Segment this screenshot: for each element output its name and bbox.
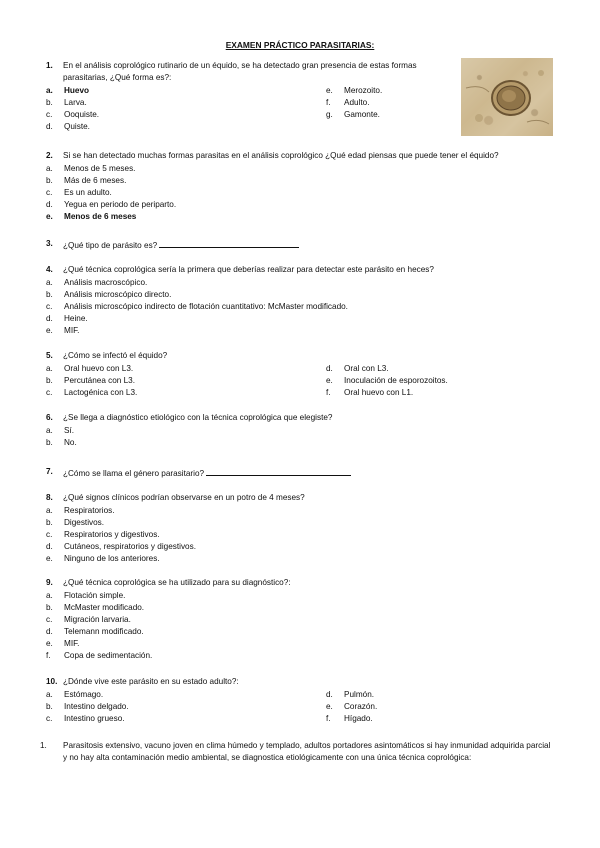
option-2b[interactable]: b. Más de 6 meses. <box>46 176 127 185</box>
option-6a[interactable]: a. Sí. <box>46 426 75 435</box>
page-title: EXAMEN PRÁCTICO PARASITARIAS: <box>225 40 375 50</box>
question-text: ¿Qué tipo de parásito es? <box>63 241 158 250</box>
question-1 <box>46 60 446 133</box>
question-5 <box>46 350 556 399</box>
option-9e[interactable]: e. MIF. <box>46 639 80 648</box>
microscope-egg-image <box>461 58 553 136</box>
option-5d[interactable]: d. Oral con L3. <box>326 364 389 373</box>
option-5f[interactable]: f. Oral huevo con L1. <box>326 388 414 397</box>
question-number: 6. <box>46 413 53 422</box>
option-2e[interactable]: e. Menos de 6 meses <box>46 212 137 221</box>
option-1g[interactable]: g. Gamonte. <box>326 110 380 119</box>
option-5b[interactable]: b. Percutánea con L3. <box>46 376 136 385</box>
parasite-egg-icon <box>461 58 553 136</box>
option-1a[interactable]: a. Huevo <box>46 86 90 95</box>
question-number: 1. <box>46 61 53 70</box>
answer-blank-7[interactable] <box>206 466 351 476</box>
option-1c[interactable]: c. Ooquiste. <box>46 110 100 119</box>
case-question-1 <box>40 740 552 764</box>
option-8d[interactable]: d. Cutáneos, respiratorios y digestivos. <box>46 542 196 551</box>
option-8b[interactable]: b. Digestivos. <box>46 518 105 527</box>
question-number: 2. <box>46 151 53 160</box>
question-number: 4. <box>46 265 53 274</box>
option-9a[interactable]: a. Flotación simple. <box>46 591 126 600</box>
question-text: ¿Cómo se llama el género parasitario? <box>63 469 205 478</box>
option-5c[interactable]: c. Lactogénica con L3. <box>46 388 138 397</box>
question-7 <box>46 466 556 480</box>
option-10e[interactable]: e. Corazón. <box>326 702 378 711</box>
option-10b[interactable]: b. Intestino delgado. <box>46 702 129 711</box>
option-9c[interactable]: c. Migración larvaria. <box>46 615 131 624</box>
question-text: ¿Dónde vive este parásito en su estado adulto?: <box>63 677 239 686</box>
option-9f[interactable]: f. Copa de sedimentación. <box>46 651 153 660</box>
question-6 <box>46 412 556 449</box>
question-number: 9. <box>46 578 53 587</box>
question-8 <box>46 492 556 565</box>
question-text: ¿Qué signos clínicos podrían observarse en un potro de 4 meses? <box>63 493 305 502</box>
question-number: 10. <box>46 677 58 686</box>
option-4a[interactable]: a. Análisis macroscópico. <box>46 278 148 287</box>
question-9 <box>46 577 556 662</box>
option-4b[interactable]: b. Análisis microscópico directo. <box>46 290 172 299</box>
question-number: 8. <box>46 493 53 502</box>
question-number: 1. <box>40 741 47 750</box>
question-number: 5. <box>46 351 53 360</box>
option-1b[interactable]: b. Larva. <box>46 98 87 107</box>
option-1e[interactable]: e. Merozoito. <box>326 86 383 95</box>
option-1f[interactable]: f. Adulto. <box>326 98 370 107</box>
option-10a[interactable]: a. Estómago. <box>46 690 104 699</box>
question-text: ¿Se llega a diagnóstico etiológico con la técnica coprológica que elegiste? <box>63 413 333 422</box>
question-text: ¿Qué técnica coprológica se ha utilizado para su diagnóstico?: <box>63 578 291 587</box>
question-text: Parasitosis extensivo, vacuno joven en clima húmedo y templado, adultos portadores asintomáticos si hay inmunidad adquirida parcial y no hay alta contaminación medio ambiental, se diagnostica etiológicamente con una única técnica coprológica: <box>63 741 551 762</box>
question-text: Si se han detectado muchas formas parasitas en el análisis coprológico ¿Qué edad piensas que puede tener el équido? <box>63 151 499 160</box>
option-10f[interactable]: f. Hígado. <box>326 714 373 723</box>
option-8e[interactable]: e. Ninguno de los anteriores. <box>46 554 160 563</box>
option-2c[interactable]: c. Es un adulto. <box>46 188 112 197</box>
option-6b[interactable]: b. No. <box>46 438 77 447</box>
option-10c[interactable]: c. Intestino grueso. <box>46 714 125 723</box>
option-8a[interactable]: a. Respiratorios. <box>46 506 115 515</box>
option-8c[interactable]: c. Respiratorios y digestivos. <box>46 530 160 539</box>
option-9d[interactable]: d. Telemann modificado. <box>46 627 144 636</box>
option-4e[interactable]: e. MIF. <box>46 326 80 335</box>
question-number: 3. <box>46 239 53 248</box>
option-5e[interactable]: e. Inoculación de esporozoitos. <box>326 376 448 385</box>
question-text: En el análisis coprológico rutinario de un équido, se ha detectado gran presencia de estas formas parasitarias, ¿Qué forma es?: <box>63 61 417 82</box>
question-3 <box>46 238 556 252</box>
option-9b[interactable]: b. McMaster modificado. <box>46 603 145 612</box>
option-4c[interactable]: c. Análisis microscópico indirecto de flotación cuantitativo: McMaster modificado. <box>46 302 348 311</box>
question-4 <box>46 264 556 337</box>
option-2d[interactable]: d. Yegua en periodo de periparto. <box>46 200 177 209</box>
question-text: ¿Cómo se infectó el équido? <box>63 351 168 360</box>
option-10d[interactable]: d. Pulmón. <box>326 690 375 699</box>
option-5a[interactable]: a. Oral huevo con L3. <box>46 364 134 373</box>
question-2 <box>46 150 556 223</box>
question-text: ¿Qué técnica coprológica sería la primera que deberías realizar para detectar este parásito en heces? <box>63 265 434 274</box>
option-2a[interactable]: a. Menos de 5 meses. <box>46 164 136 173</box>
option-4d[interactable]: d. Heine. <box>46 314 88 323</box>
option-1d[interactable]: d. Quiste. <box>46 122 90 131</box>
answer-blank-3[interactable] <box>159 238 299 248</box>
question-number: 7. <box>46 467 53 476</box>
question-10 <box>46 676 556 725</box>
